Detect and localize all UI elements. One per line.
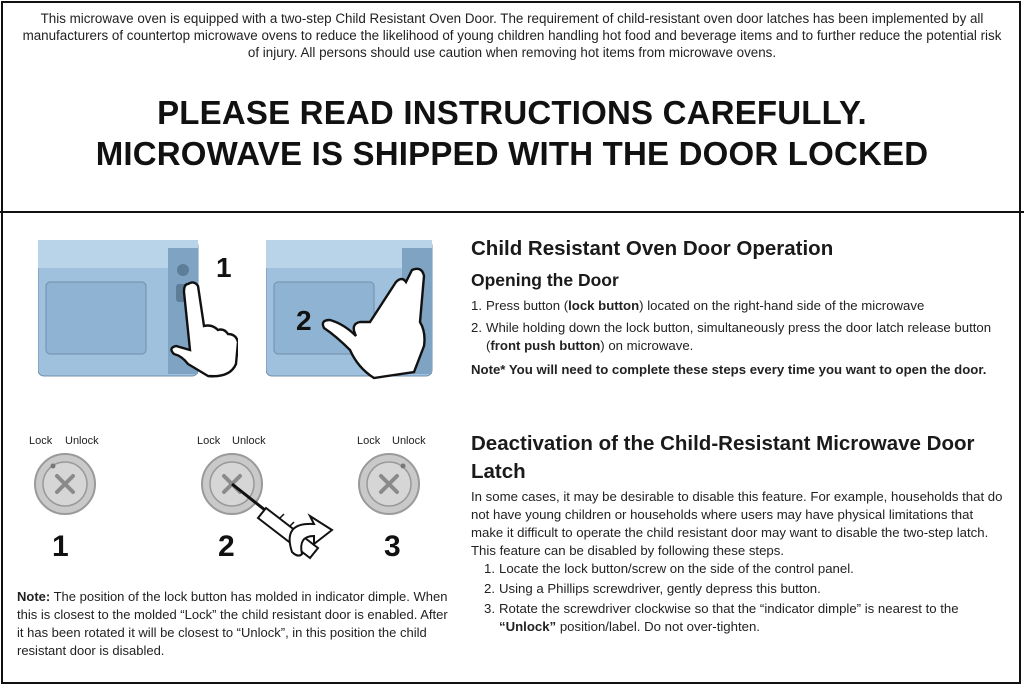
lock-knob-1 [33,452,97,516]
headline [0,92,1024,174]
microwave-press-figure-1 [38,240,238,380]
opening-door-subtitle: Opening the Door [471,270,619,290]
deactivation-steps [484,560,1004,636]
operation-title: Child Resistant Oven Door Operation [471,237,834,260]
knob-1-lock-label: Lock [29,435,53,447]
knob-step-number-2: 2 [218,530,235,563]
knob-1-unlock-label: Unlock [65,435,99,447]
lock-knob-3 [357,452,421,516]
knob-2-unlock-label: Unlock [232,435,266,447]
deactivation-step-2: 2. Using a Phillips screwdriver, gently depress this button. [484,581,821,596]
opening-steps [471,297,1001,355]
knob-3-lock-label: Lock [357,435,381,447]
deactivation-intro: In some cases, it may be desirable to disable this feature. For example, households that do not have young children or households where users may have physical limitations that make it difficult to operate the child resistant door may want to disable the two-step latch. This feature can be disabled by following these steps. [471,489,1003,558]
knob-step-number-3: 3 [384,530,401,563]
bottom-note [17,588,457,660]
bottom-note-label: Note: [17,589,51,604]
opening-step-1: 1. Press button (lock button) located on the right-hand side of the microwave [471,298,925,313]
intro-paragraph: This microwave oven is equipped with a two-step Child Resistant Oven Door. The requirement of child-resistant oven door latches has been implemented by all manufacturers of countertop microwave ovens to reduce the likelihood of young children handling hot food and beverage items and to further reduce the potential risk of injury. All persons should use caution when removing hot items from microwave ovens. [22,11,1002,60]
microwave-press-figure-2 [266,240,436,380]
deactivation-step-1: 1. Locate the lock button/screw on the side of the control panel. [484,561,854,576]
deactivation-title: Deactivation of the Child-Resistant Microwave Door Latch [471,432,975,483]
headline-line-1: PLEASE READ INSTRUCTIONS CAREFULLY. [157,94,867,131]
deactivation-step-3: 3. Rotate the screwdriver clockwise so that the “indicator dimple” is nearest to the “Unlock” position/label. Do not over-tighten. [484,601,959,634]
bottom-note-text: The position of the lock button has molded in indicator dimple. When this is closest to the molded “Lock” the child resistant door is enabled. After it has been rotated it will be closest to “Unlock”, in this position the child resistant door is disabled. [17,589,448,658]
knob-3-unlock-label: Unlock [392,435,426,447]
knob-step-number-1: 1 [52,530,69,563]
section-divider [0,211,1024,213]
opening-note: Note* You will need to complete these steps every time you want to open the door. [471,362,987,377]
press-step-number-1: 1 [216,252,232,283]
press-step-number-2: 2 [296,305,312,336]
opening-step-2: 2. While holding down the lock button, simultaneously press the door latch release button (front push button) on microwave. [471,320,992,353]
headline-line-2: MICROWAVE IS SHIPPED WITH THE DOOR LOCKED [95,135,929,172]
knob-2-lock-label: Lock [197,435,221,447]
